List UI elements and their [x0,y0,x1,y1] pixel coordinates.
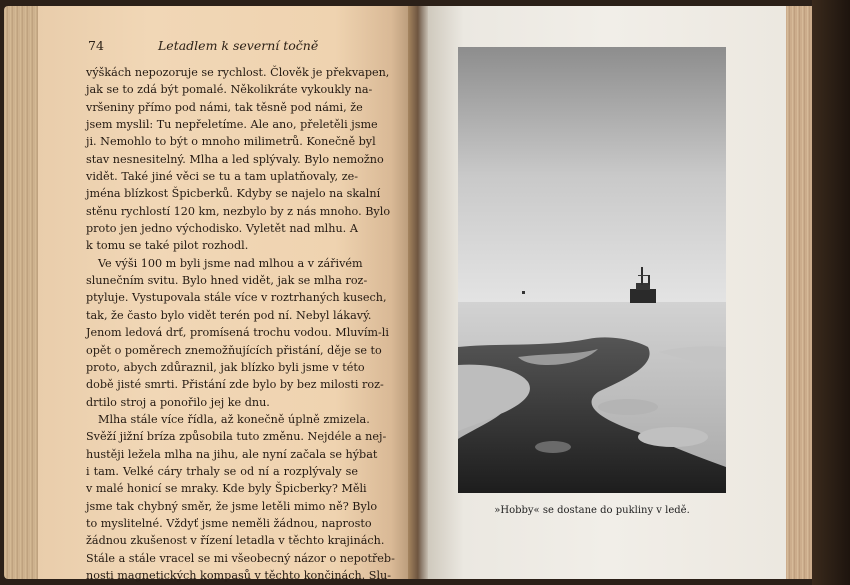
running-title: Letadlem k severní točně [158,38,319,53]
body-text [86,64,395,584]
text-line: jména blízkost Špicberků. Kdyby se najelo na skalní [86,187,381,201]
photo-illustration [458,47,726,493]
right-page-edges [786,6,812,579]
page-number: 74 [88,38,104,53]
photo-ship-in-ice [458,47,726,493]
text-line: tak, že často bylo vidět terén pod ní. Nebyl lákavý. [86,308,372,322]
text-line: žádnou zkušenost v řízení letadla v těchto krajinách. [86,534,385,548]
text-line: v malé honicí se mraky. Kde byly Špicberky? Měli [86,482,367,496]
text-line: vidět. Také jiné věci se tu a tam uplatňovaly, ze- [86,170,358,184]
text-line: jsme tak chybný směr, že jsme letěli mimo ně? Bylo [86,499,378,513]
text-line: drtilo stroj a ponořilo jej ke dnu. [86,395,270,409]
text-line: slunečním svitu. Bylo hned vidět, jak se mlha roz- [86,274,368,288]
text-line: Mlha stále více řídla, až konečně úplně zmizela. [98,412,370,426]
text-line: k tomu se také pilot rozhodl. [86,239,249,253]
photo-caption: »Hobby« se dostane do pukliny v ledě. [494,505,690,516]
text-line: opět o poměrech znemožňujících přistání, děje se to [86,343,382,357]
text-line: jak se to zdá být pomalé. Několikráte vykoukly na- [86,83,373,97]
text-line: proto, abych zdůraznil, jak blízko byli jsme v této [86,360,365,374]
text-line: výškách nepozoruje se rychlost. Člověk je překvapen, [86,66,390,79]
text-line: Ve výši 100 m byli jsme nad mlhou a v zářivém [98,256,363,270]
text-line: i tam. Velké cáry trhaly se od ní a rozplývaly se [86,464,358,478]
text-line: Jenom ledová drť, promísená trochu vodou. Mluvím-li [86,326,389,340]
text-line: hustěji ležela mlha na jihu, ale nyní začala se hýbat [86,447,378,461]
text-line: nosti magnetických kompasů v těchto končinách. Slu- [86,568,392,582]
text-line: ptyluje. Vystupovala stále více v roztrhaných kusech, [86,291,387,305]
left-page-edges [4,6,38,579]
text-line: proto jen jedno východisko. Vyletět nad mlhu. A [86,222,358,236]
text-line: Stále a stále vracel se mi všeobecný názor o nepotřeb- [86,551,395,565]
book-gutter [408,6,430,579]
text-line: vršeniny přímo pod námi, tak těsně pod námi, že [86,100,363,114]
text-line: ji. Nemohlo to být o mnoho milimetrů. Konečně byl [86,135,376,149]
text-line: stěnu rychlostí 120 km, nezbylo by z nás mnoho. Bylo [86,204,391,218]
book-cover-edge [812,0,850,585]
text-line: to myslitelné. Vždyť jsme neměli žádnou, naprosto [86,516,372,530]
text-line: stav nesnesitelný. Mlha a led splývaly. Bylo nemožno [86,152,384,166]
text-line: jsem myslil: Tu nepřeletíme. Ale ano, přeletěli jsme [86,118,378,132]
page-header [88,38,368,58]
text-line: Svěží jižní bríza způsobila tuto změnu. Nejdéle a nej- [86,430,387,444]
text-line: době jisté smrti. Přistání zde bylo by bez milosti roz- [86,378,384,392]
